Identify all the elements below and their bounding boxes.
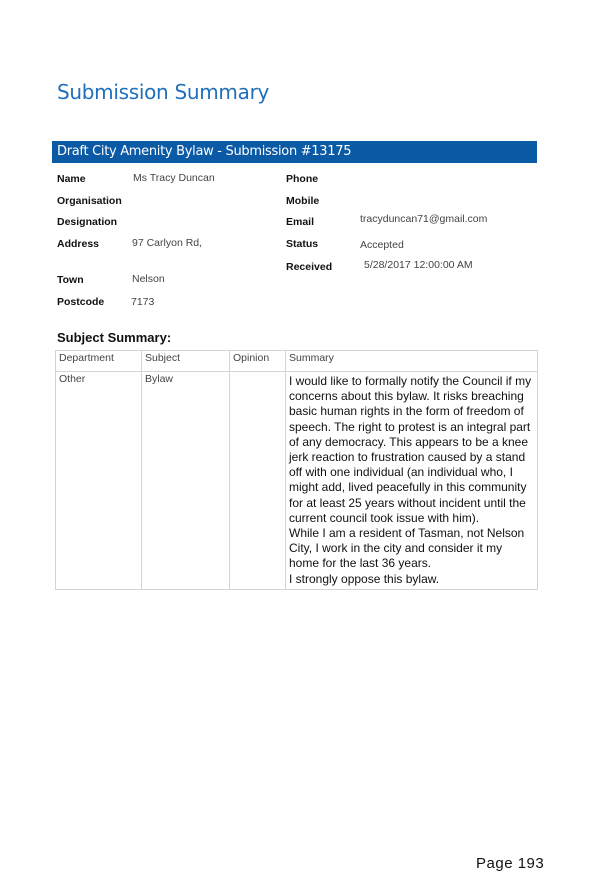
column-header-summary: Summary (286, 351, 538, 372)
designation-label: Designation (57, 216, 118, 228)
email-value: tracyduncan71@gmail.com (360, 213, 488, 225)
subject-cell: Bylaw (142, 372, 230, 590)
received-label: Received (286, 261, 333, 273)
email-label: Email (286, 216, 315, 228)
town-label: Town (57, 274, 84, 286)
column-header-subject: Subject (142, 351, 230, 372)
postcode-label: Postcode (57, 296, 105, 308)
postcode-value: 7173 (131, 296, 155, 308)
name-value: Ms Tracy Duncan (133, 172, 215, 184)
address-value: 97 Carlyon Rd, (132, 237, 203, 249)
received-value: 5/28/2017 12:00:00 AM (364, 259, 473, 271)
department-cell: Other (56, 372, 142, 590)
subject-summary-heading: Subject Summary: (57, 330, 172, 345)
name-label: Name (57, 173, 86, 185)
opinion-cell (230, 372, 286, 590)
summary-cell: I would like to formally notify the Council if my concerns about this bylaw. It risks breaching basic human rights in the form of freedom of speech. The right to protest is an integral part of any democracy. This appears to be a knee jerk reaction to frustration caused by a stand off with one individual (an individual who, I might add, lived peacefully in this community for at least 25 years without incident until the current council took issue with him). While I am a resident of Tasman, not Nelson City, I work in the city and consider it my home for the last 36 years. I strongly oppose this bylaw. (286, 372, 538, 590)
organisation-label: Organisation (57, 195, 122, 207)
address-label: Address (57, 238, 100, 250)
phone-label: Phone (286, 173, 319, 185)
page-title: Submission Summary (57, 80, 270, 104)
status-label: Status (286, 238, 319, 250)
mobile-label: Mobile (286, 195, 320, 207)
column-header-opinion: Opinion (230, 351, 286, 372)
town-value: Nelson (132, 273, 165, 285)
submission-banner: Draft City Amenity Bylaw - Submission #13175 (52, 141, 537, 163)
status-value: Accepted (360, 239, 404, 251)
table-row (56, 372, 538, 590)
column-header-department: Department (56, 351, 142, 372)
subject-summary-table (55, 350, 538, 590)
table-header-row (56, 351, 538, 372)
page-number: Page 193 (476, 855, 545, 872)
